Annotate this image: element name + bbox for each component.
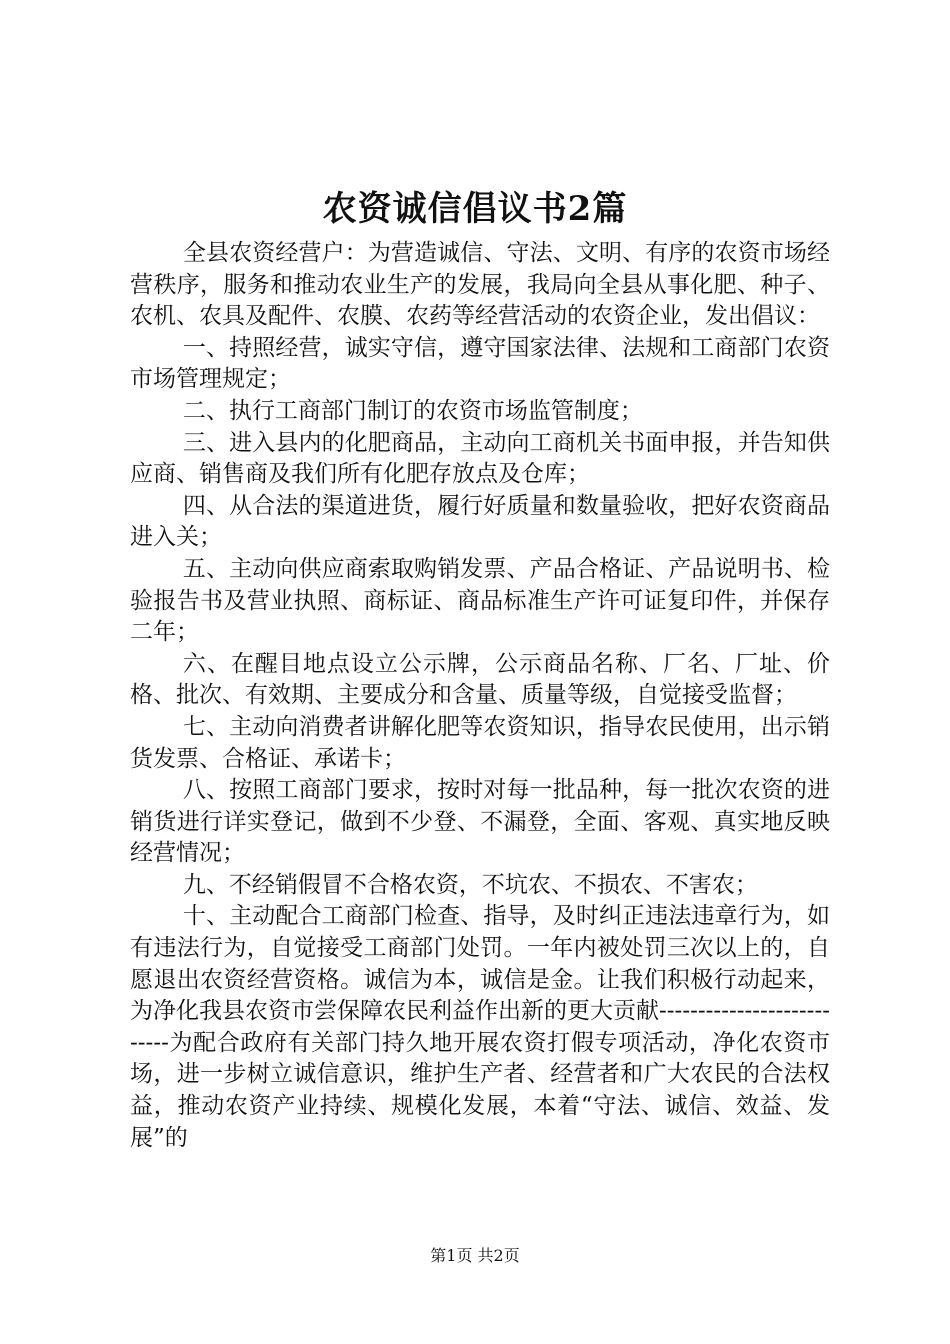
paragraph-item-7: 七、主动向消费者讲解化肥等农资知识，指导农民使用，出示销货发票、合格证、承诺卡；	[130, 713, 830, 772]
paragraph-item-9: 九、不经销假冒不合格农资，不坑农、不损农、不害农；	[182, 871, 758, 898]
paragraph-item-2: 二、执行工商部门制订的农资市场监管制度；	[182, 397, 643, 424]
paragraph-intro: 全县农资经营户：为营造诚信、守法、文明、有序的农资市场经营秩序，服务和推动农业生产的发展，我局向全县从事化肥、种子、农机、农具及配件、农膜、农药等经营活动的农资企业，发出倡议：	[130, 240, 830, 330]
paragraph-item-8: 八、按照工商部门要求，按时对每一批品种，每一批次农资的进销货进行详实登记，做到不少登、不漏登，全面、客观、真实地反映经营情况；	[130, 777, 830, 867]
paragraph-item-3: 三、进入县内的化肥商品，主动向工商机关书面申报，并告知供应商、销售商及我们所有化肥存放点及仓库；	[130, 429, 830, 488]
document-body	[130, 238, 830, 1154]
page-number-footer: 第1页 共2页	[430, 1246, 520, 1265]
paragraph-item-5: 五、主动向供应商索取购销发票、产品合格证、产品说明书、检验报告书及营业执照、商标证、商品标准生产许可证复印件，并保存二年；	[130, 555, 830, 646]
paragraph-item-10: 十、主动配合工商部门检查、指导，及时纠正违法违章行为，如有违法行为，自觉接受工商部门处罚。一年内被处罚三次以上的，自愿退出农资经营资格。诚信为本，诚信是金。让我们积极行动起来，为净化我县农资市尝保障农民利益作出新的更大贡献---------------------------为配合政府有关部门持久地开展农资打假专项活动，净化农资市场，进一步树立诚信意识，维护生产者、经营者和广大农民的合法权益，推动农资产业持续、规模化发展，本着“守法、诚信、效益、发展”的	[130, 903, 830, 1151]
paragraph-item-4: 四、从合法的渠道进货，履行好质量和数量验收，把好农资商品进入关；	[130, 492, 830, 551]
paragraph-item-1: 一、持照经营，诚实守信，遵守国家法律、法规和工商部门农资市场管理规定；	[130, 334, 830, 393]
document-title: 农资诚信倡议书2篇	[322, 189, 628, 229]
paragraph-item-6: 六、在醒目地点设立公示牌，公示商品名称、厂名、厂址、价格、批次、有效期、主要成分和含量、质量等级，自觉接受监督；	[130, 650, 830, 709]
